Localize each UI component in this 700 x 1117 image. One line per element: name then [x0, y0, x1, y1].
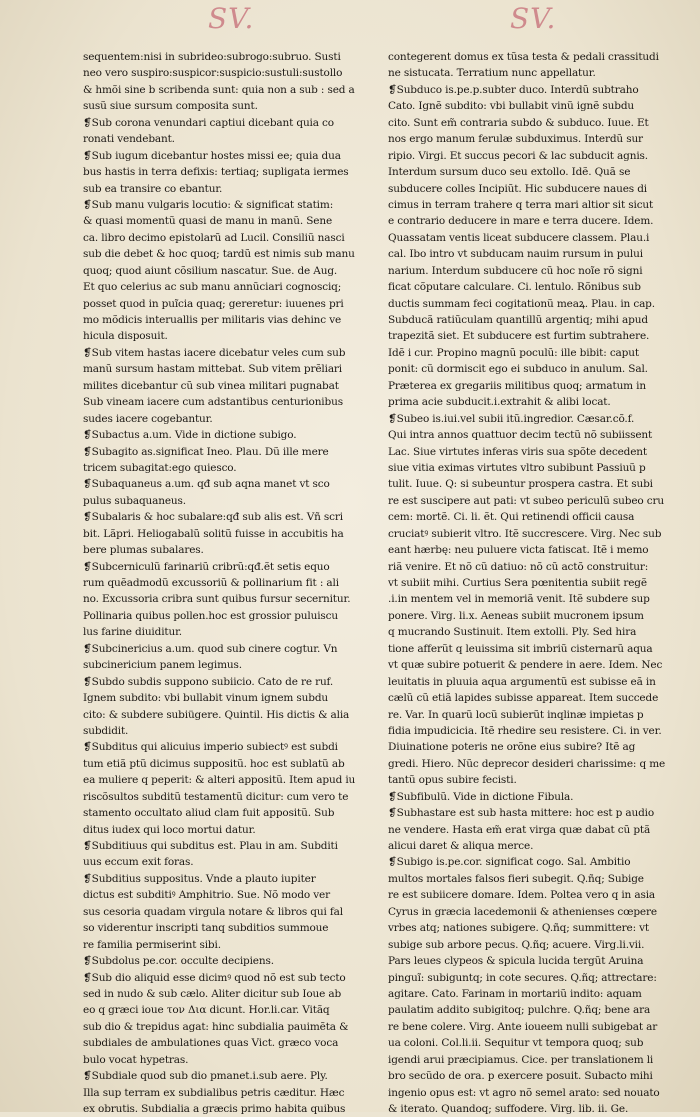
text-line: ❡Sub vitem hastas iacere dicebatur veles cum sub [83, 346, 346, 359]
text-line: bro secũdo de ora. p exercere posuit. Subacto mihi [388, 1070, 653, 1083]
text-line: mo mõdicis interuallis per militaris vias dehinc ve [83, 314, 342, 326]
text-line: bere plumas subalares. [83, 544, 204, 557]
text-line: Pollinaria quibus pollen.hoc est grossior puluiscu [83, 609, 338, 622]
text-line: ❡Subdiale quod sub dio pmanet.i.sub aere. Ply. [83, 1070, 328, 1083]
text-line: .i.in mentem vel in memoriã venit. Itẽ subdere sup [388, 593, 650, 606]
text-line: ❡Subcerniculũ farinariũ cribrũ:qđ.ẽt setis equo [83, 560, 330, 573]
text-line: subcinericium panem legimus. [83, 659, 242, 672]
text-line: subducere colles Incipiũt. Hic subducere naues di [388, 182, 647, 195]
text-line: eo q græci ioue τον Δια dicunt. Hor.li.car. Vitãq [83, 1004, 330, 1017]
text-line: cito. Sunt em̃ contraria subdo & subduco. Iuue. Et [388, 116, 649, 129]
text-line: Lac. Siue virtutes inferas viris sua spõte decedent [388, 445, 647, 458]
text-line: ❡Subagito as.significat Ineo. Plau. Dũ ille mere [83, 445, 329, 458]
text-line: ua coloni. Col.li.ii. Sequitur vt tempora quoq; sub [388, 1037, 644, 1050]
text-line: sub ea transire co ebantur. [83, 182, 223, 195]
text-line: ❡Subditus qui alicuius imperio subiectꝰ est subdi [83, 741, 338, 754]
text-line: Ignem subdito: vbi bullabit vinum ignem subdu [83, 692, 329, 705]
text-line: ❡Subeo is.iui.vel subii itũ.ingredior. Cæsar.cõ.f. [388, 412, 635, 425]
text-line: sub die debet & hoc quoq; tardũ est nimis sub manu [83, 248, 355, 261]
text-line: bulo vocat hypetras. [83, 1053, 189, 1066]
text-line: milites dicebantur cũ sub vinea militari pugnabat [83, 379, 339, 392]
text-line: & quasi momentũ quasi de manu in manũ. Sene [83, 215, 333, 228]
text-line: ripio. Virgi. Et succus pecori & lac subducit agnis. [388, 149, 648, 162]
text-line: paulatim addito subigitoq; pulchre. Q.ñq; bene ara [388, 1004, 651, 1017]
text-line: agitare. Cato. Farinam in mortariũ indito: aquam [388, 987, 642, 1000]
text-line: narium. Interdum subducere cũ hoc noĩe rõ signi [388, 264, 643, 277]
text-line: Quassatam ventis liceat subducere classem. Plau.i [388, 231, 650, 244]
text-line: subdidit. [83, 724, 129, 737]
text-line: ❡Subdo subdis suppono subiicio. Cato de re ruf. [83, 675, 334, 688]
text-line: ❡Subdolus pe.cor. occulte decipiens. [83, 955, 274, 968]
text-line: manũ sursum hastam mittebat. Sub vitem prẽliari [83, 363, 343, 376]
text-line: neo vero suspiro:suspicor:suspicio:sustuli:sustollo [83, 67, 343, 80]
text-line: ne sistucata. Terratium nunc appellatur. [388, 67, 596, 80]
text-line: ponit: cũ dormiscit ego ei subduco in anulum. Sal. [388, 363, 648, 376]
text-line: ex obrutis. Subdialia a græcis primo habita quibus [83, 1103, 346, 1115]
text-line: gredi. Hiero. Nũc deprecor desideri charissime: q me [388, 757, 666, 770]
text-line: ponere. Virg. li.x. Aeneas subiit mucronem ipsum [388, 609, 644, 622]
text-line: & hmõi sine b scribenda sunt: quia non a sub : sed a [83, 83, 355, 96]
text-line: contegerent domus ex tũsa testa & pedali crassitudi [388, 51, 659, 63]
text-line: ❡Subaquaneus a.um. qđ sub aqna manet vt sco [83, 478, 330, 491]
text-line: posset quod in puĩcia quaq; gereretur: iuuenes pri [83, 297, 344, 310]
text-line: dictus est subditiꝰ Amphitrio. Sue. Nõ modo ver [83, 889, 330, 902]
text-line: cito: & subdere subiügere. Quintil. His dictis & alia [83, 708, 350, 721]
text-line: riscõsultos subditũ testamentũ dicitur: cum vero te [83, 790, 349, 803]
text-line: Qui intra annos quattuor decim tectũ nõ subiissent [388, 429, 653, 442]
text-line: cruciatꝰ subierit vltro. Itẽ succrescere. Virg. Nec sub [388, 527, 662, 540]
text-line: cimus in terram trahere q terra mari altior sit sicut [388, 198, 654, 211]
text-line: Diuinatione poteris ne orõne eius subire? Itẽ ag [388, 741, 636, 754]
text-line: vt subiit mihi. Curtius Sera pœnitentia subiit regẽ [388, 577, 647, 589]
text-column-left [83, 49, 368, 1117]
text-line: rum quẽadmodũ excussoriũ & pollinarium fit : ali [83, 577, 339, 589]
text-line: re. Var. In quarũ locũ subierũt inqlinæ impietas p [388, 708, 644, 721]
text-line: ❡Sub dio aliquid esse dicimꝰ quod nõ est sub tecto [83, 971, 346, 984]
text-line: ❡Subduco is.pe.p.subter duco. Interdũ subtraho [388, 83, 639, 96]
text-line: vt quæ subire potuerit & pendere in aere. Idem. Nec [388, 659, 663, 672]
text-line: ❡Subfibulũ. Vide in dictione Fibula. [388, 790, 574, 803]
text-line: ditus iudex qui loco mortui datur. [83, 823, 256, 836]
text-line: Sub vineam iacere cum adstantibus centurionibus [83, 396, 343, 409]
text-line: ❡Subcinericius a.um. quod sub cinere cogtur. Vn [83, 642, 338, 655]
text-line: uus eccum exit foras. [83, 856, 194, 869]
text-line: e contrario deducere in mare e terra ducere. Idem. [388, 215, 654, 228]
text-line: sus cesoria quadam virgula notare & libros qui fal [83, 905, 343, 918]
text-line: so viderentur inscripti tanq subditios summoue [83, 922, 329, 935]
text-line: stamento occultato aliud clam fuit appositũ. Sub [83, 807, 335, 820]
text-line: bus hastis in terra defixis: tertiaq; supligata iermes [83, 166, 349, 179]
text-line: subige sub arbore pecus. Q.ñq; acuere. Virg.li.vii. [388, 938, 645, 951]
text-line: Interdum sursum duco seu extollo. Idẽ. Quã se [388, 166, 631, 179]
text-line: ingenio opus est: vt agro nõ semel arato: sed nouato [388, 1086, 660, 1099]
text-line: ductis summam feci cogitationũ meaꝝ. Plau. in cap. [388, 297, 655, 310]
text-line: igendi arui præcipiamus. Cice. per translationem li [388, 1053, 654, 1066]
text-line: tricem subagitat:ego quiesco. [83, 461, 237, 474]
text-line: re est subiicere domare. Idem. Poltea vero q in asia [388, 889, 656, 902]
text-line: Præterea ex gregariis militibus quoq; armatum in [388, 379, 647, 392]
text-line: & iterato. Quandoq; suffodere. Virg. lib. ii. Ge. [388, 1103, 629, 1115]
text-line: ne vendere. Hasta em̃ erat virga quæ dabat cũ ptã [388, 823, 651, 836]
text-line: cal. Ibo intro vt subducam nauim rursum in pului [388, 248, 643, 261]
text-line: eant hærbę: neu puluere victa fatiscat. Itẽ i memo [388, 544, 649, 557]
text-line: ❡Sub manu vulgaris locutio: & significat statim: [83, 198, 334, 211]
text-line: tione afferũt q leuissima sit imbriũ cisternarũ aqua [388, 642, 653, 655]
text-line: vrbes atq; nationes subigere. Q.ñq; summittere: vt [388, 922, 650, 935]
text-line: sub dio & trepidus agat: hinc subdialia pauimẽta & [83, 1020, 349, 1033]
text-line: ❡Subactus a.um. Vide in dictione subigo. [83, 429, 297, 442]
text-line: ❡Sub corona venundari captiui dicebant quia co [83, 116, 334, 129]
text-line: ❡Subhastare est sub hasta mittere: hoc est p audio [388, 807, 655, 820]
text-line: re familia permiserint sibi. [83, 938, 221, 951]
text-line: cem: mortẽ. Ci. li. ẽt. Qui retinendi officii causa [388, 511, 635, 524]
text-line: sudes iacere cogebantur. [83, 412, 213, 425]
text-line: susũ siue sursum composita sunt. [83, 100, 258, 113]
text-line: multos mortales falsos fieri subegit. Q.ñq; Subige [388, 872, 644, 885]
text-line: ❡Subditius suppositus. Vnde a plauto iupiter [83, 872, 316, 885]
text-line: alicui daret & aliqua merce. [388, 840, 534, 852]
text-line: ficat cõputare calculare. Ci. lentulo. Rõnibus sub [388, 281, 641, 294]
text-line: cælũ cũ etiã lapides subisse appareat. Item succede [388, 692, 659, 705]
text-line: re bene colere. Virg. Ante ioueem nulli subigebat ar [388, 1020, 658, 1033]
text-line: re est suscipere aut pati: vt subeo periculũ subeo cru [388, 494, 664, 507]
text-line: ❡Sub iugum dicebantur hostes missi ee; quia dua [83, 149, 341, 162]
text-line: ❡Subigo is.pe.cor. significat cogo. Sal. Ambitio [388, 856, 631, 869]
text-line: hicula disposuit. [83, 330, 168, 343]
text-line: tum etiã ptũ dicimus suppositũ. hoc est sublatũ ab [83, 757, 345, 770]
text-line: Cato. Ignẽ subdito: vbi bullabit vinũ ignẽ subdu [388, 100, 635, 113]
text-line: Et quo celerius ac sub manu annũciari cognosciq; [83, 281, 342, 294]
text-line: riã venire. Et nõ cũ datiuo: nõ cũ actõ construitur: [388, 560, 649, 573]
text-line: ❡Subditiuus qui subditus est. Plau in am. Subditi [83, 840, 338, 852]
text-line: sequentem:nisi in subrideo:subrogo:subruo. Susti [83, 51, 341, 63]
text-line: prima acie subducit.i.extrahit & alibi locat. [388, 396, 611, 409]
text-line: fidia impudicicia. Itẽ rhedire seu resistere. Ci. in ver. [388, 724, 662, 737]
text-line: siue vitia eximas virtutes vltro subibunt Passiuũ p [388, 461, 646, 474]
text-line: sed in nudo & sub cælo. Aliter dicitur sub Ioue ab [83, 987, 342, 1000]
folio-mark-left: SV. [208, 2, 255, 35]
text-line: leuitatis in pluuia aqua argumentũ est subisse eã in [388, 675, 656, 688]
text-line: nos ergo manum ferulæ subduximus. Interdũ sur [388, 133, 643, 146]
text-line: trapezitã siet. Et subducere est furtim subtrahere. [388, 330, 650, 343]
text-column-right [388, 49, 688, 1117]
text-line: ronati vendebant. [83, 133, 175, 146]
text-line: Pars leues clypeos & spicula lucida tergũt Aruina [388, 955, 644, 968]
text-line: ❡Subalaris & hoc subalare:qđ sub alis est. Vñ scri [83, 511, 343, 524]
text-line: quoq; quod aiunt cõsilium nascatur. Sue. de Aug. [83, 264, 338, 277]
text-line: q mucrando Sustinuit. Item extolli. Ply. Sed hira [388, 626, 637, 639]
text-line: no. Excussoria cribra sunt quibus fursur secernitur. [83, 593, 351, 606]
text-line: ca. libro decimo epistolarũ ad Lucil. Consiliũ nasci [83, 231, 345, 244]
text-line: Idẽ i cur. Propino magnũ poculũ: ille bibit: caput [388, 346, 639, 359]
text-line: Subducã ratiũculam quantillũ argentiq; mihi apud [388, 314, 648, 326]
text-line: subdiales de ambulationes quas Vict. græco voca [83, 1037, 339, 1050]
text-line: bit. Lãpri. Heliogabalũ solitũ fuisse in accubitis ha [83, 527, 344, 540]
text-line: Illa sup terram ex subdialibus petris cæditur. Hæc [83, 1086, 345, 1099]
text-line: pulus subaquaneus. [83, 494, 186, 507]
folio-mark-right: SV. [510, 2, 557, 35]
text-line: Cyrus in græcia lacedemonii & athenienses cœpere [388, 905, 657, 918]
text-line: tantũ opus subire fecisti. [388, 774, 517, 787]
text-line: pinguĩ: subiguntq; in cote secures. Q.ñq; attrectare: [388, 971, 657, 984]
text-line: tulit. Iuue. Q: si subeuntur prospera castra. Et subi [388, 478, 653, 491]
text-line: ea muliere q peperit: & alteri appositũ. Item apud iu [83, 774, 356, 787]
text-line: lus farine diuiditur. [83, 626, 182, 639]
